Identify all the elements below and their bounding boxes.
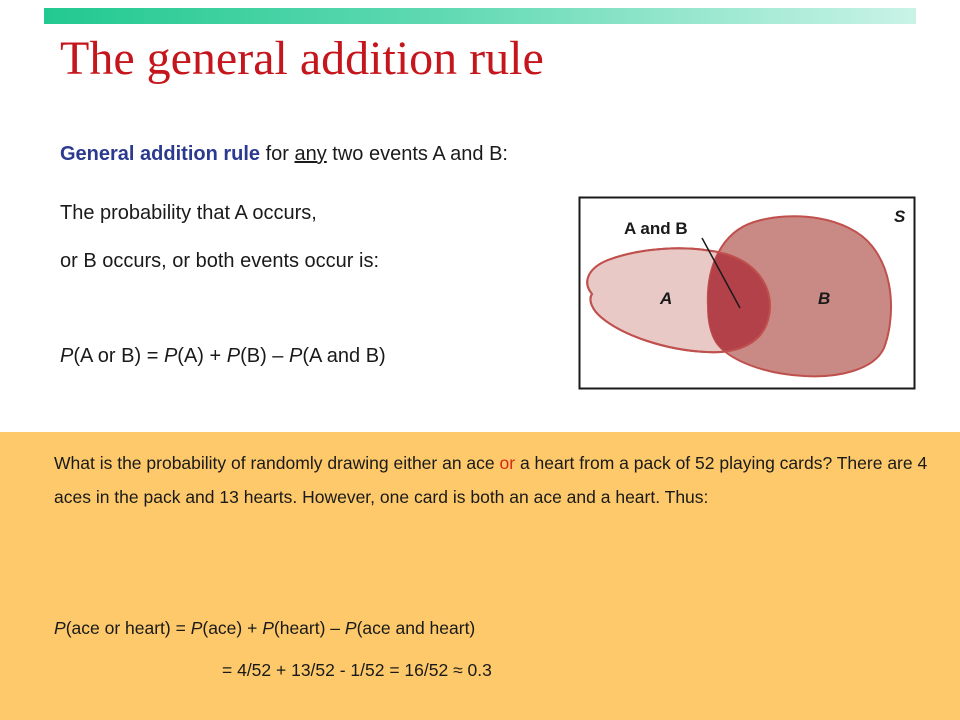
prob-symbol: P <box>163 345 178 367</box>
or-highlight: or <box>499 453 516 473</box>
rule-emphasis: any <box>294 143 327 165</box>
intersection-label: A and B <box>624 219 688 238</box>
example-text: What is the probability of randomly drawing either an ace <box>54 453 500 473</box>
formula-part: (A or B) = <box>73 345 164 367</box>
prob-symbol: P <box>344 618 357 638</box>
formula-part: (ace or heart) = <box>65 618 191 638</box>
formula-part: (B) – <box>240 345 289 367</box>
prob-symbol: P <box>288 345 303 367</box>
description-line-1: The probability that A occurs, <box>60 202 317 224</box>
accent-bar <box>44 8 916 24</box>
formula-part: (ace and heart) <box>356 618 476 638</box>
venn-diagram <box>578 196 916 390</box>
rule-intro-pre: for <box>260 143 295 165</box>
event-b-label: B <box>818 289 831 308</box>
example-question <box>54 446 934 514</box>
prob-symbol: P <box>262 618 274 638</box>
example-result: = 4/52 + 13/52 - 1/52 = 16/52 ≈ 0.3 <box>222 660 492 680</box>
formula-part: (A and B) <box>302 345 386 367</box>
prob-symbol: P <box>190 618 203 638</box>
prob-symbol: P <box>54 618 66 638</box>
example-formula <box>54 618 475 639</box>
formula-part: (A) + <box>177 345 227 367</box>
formula-part: (ace) + <box>202 618 263 638</box>
rule-name: General addition rule <box>60 143 261 165</box>
rule-intro <box>60 143 508 166</box>
sample-space-label: S <box>894 207 906 226</box>
rule-intro-post: two events A and B: <box>326 143 508 165</box>
slide-title: The general addition rule <box>60 32 544 85</box>
event-a-label: A <box>660 289 673 308</box>
prob-symbol: P <box>60 345 74 367</box>
formula-part: (heart) – <box>273 618 345 638</box>
description-line-2: or B occurs, or both events occur is: <box>60 250 380 272</box>
addition-formula <box>60 345 386 368</box>
example-text: a heart from a pack of 52 playing cards? There are 4 aces in the pack and 13 hearts. However, one card is both an ace and a heart. Thus: <box>54 453 928 507</box>
prob-symbol: P <box>226 345 241 367</box>
